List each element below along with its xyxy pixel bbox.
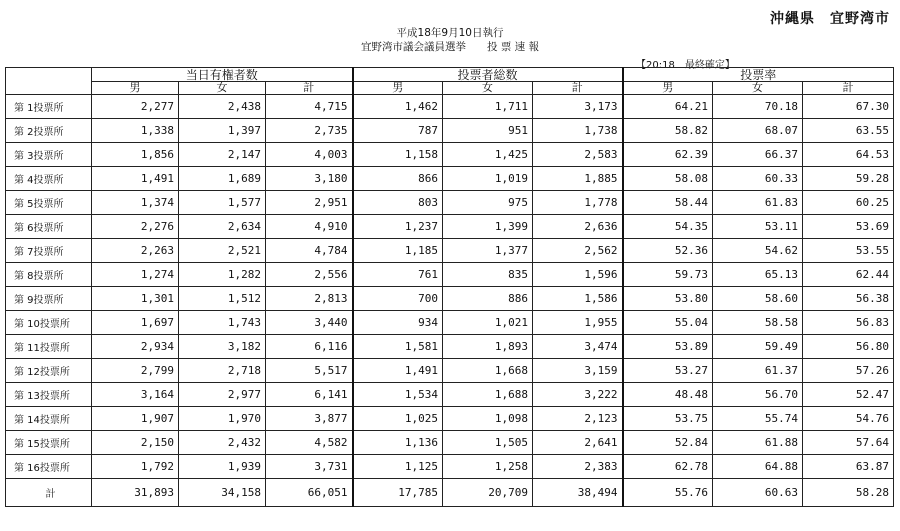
table-cell: 3,474: [533, 335, 623, 359]
polling-station-name: 第 8投票所: [6, 263, 92, 287]
table-cell: 951: [443, 119, 533, 143]
table-cell: 58.44: [623, 191, 713, 215]
table-cell: 66,051: [266, 479, 353, 507]
table-cell: 59.28: [803, 167, 894, 191]
table-cell: 52.36: [623, 239, 713, 263]
table-cell: 886: [443, 287, 533, 311]
table-cell: 2,951: [266, 191, 353, 215]
polling-station-name: 第 13投票所: [6, 383, 92, 407]
table-cell: 2,718: [179, 359, 266, 383]
group-header-voters: 当日有権者数: [92, 68, 353, 82]
sub-header: 男: [92, 82, 179, 95]
corner-cell: [6, 68, 92, 95]
polling-station-name: 第 7投票所: [6, 239, 92, 263]
table-cell: 3,164: [92, 383, 179, 407]
table-cell: 4,003: [266, 143, 353, 167]
table-cell: 787: [353, 119, 443, 143]
polling-station-name: 第 5投票所: [6, 191, 92, 215]
prefecture-city-label: 沖縄県 宜野湾市: [770, 11, 890, 27]
polling-station-name: 第 15投票所: [6, 431, 92, 455]
table-cell: 1,397: [179, 119, 266, 143]
polling-station-name: 第 1投票所: [6, 95, 92, 119]
table-cell: 3,222: [533, 383, 623, 407]
table-cell: 59.73: [623, 263, 713, 287]
table-cell: 1,955: [533, 311, 623, 335]
table-cell: 1,577: [179, 191, 266, 215]
table-cell: 61.37: [713, 359, 803, 383]
table-cell: 6,116: [266, 335, 353, 359]
table-cell: 52.47: [803, 383, 894, 407]
table-cell: 1,856: [92, 143, 179, 167]
sub-header: 計: [533, 82, 623, 95]
polling-station-name: 第 9投票所: [6, 287, 92, 311]
table-cell: 1,778: [533, 191, 623, 215]
table-cell: 20,709: [443, 479, 533, 507]
table-cell: 54.35: [623, 215, 713, 239]
table-row: [6, 215, 894, 239]
table-cell: 60.63: [713, 479, 803, 507]
table-cell: 58.58: [713, 311, 803, 335]
table-cell: 803: [353, 191, 443, 215]
table-cell: 1,125: [353, 455, 443, 479]
sub-header: 計: [266, 82, 353, 95]
table-cell: 1,491: [353, 359, 443, 383]
sub-header-row: [6, 82, 894, 95]
table-cell: 1,792: [92, 455, 179, 479]
table-cell: 68.07: [713, 119, 803, 143]
table-row: [6, 239, 894, 263]
table-row: [6, 359, 894, 383]
table-cell: 2,123: [533, 407, 623, 431]
table-row: [6, 287, 894, 311]
polling-station-name: 第 14投票所: [6, 407, 92, 431]
table-cell: 2,150: [92, 431, 179, 455]
table-row: [6, 431, 894, 455]
report-title: 宜野湾市議会議員選挙 投 票 速 報: [360, 41, 539, 53]
table-cell: 1,505: [443, 431, 533, 455]
sub-header: 男: [353, 82, 443, 95]
table-cell: 1,158: [353, 143, 443, 167]
table-cell: 1,743: [179, 311, 266, 335]
table-cell: 62.44: [803, 263, 894, 287]
table-row: [6, 455, 894, 479]
table-cell: 1,581: [353, 335, 443, 359]
table-cell: 1,258: [443, 455, 533, 479]
table-cell: 1,025: [353, 407, 443, 431]
table-cell: 2,263: [92, 239, 179, 263]
table-cell: 1,301: [92, 287, 179, 311]
table-cell: 70.18: [713, 95, 803, 119]
table-cell: 58.28: [803, 479, 894, 507]
table-cell: 1,534: [353, 383, 443, 407]
table-cell: 3,877: [266, 407, 353, 431]
table-cell: 3,159: [533, 359, 623, 383]
table-cell: 1,338: [92, 119, 179, 143]
polling-station-name: 計: [6, 479, 92, 507]
table-cell: 3,731: [266, 455, 353, 479]
table-cell: 53.55: [803, 239, 894, 263]
table-row: [6, 311, 894, 335]
table-cell: 2,735: [266, 119, 353, 143]
polling-station-name: 第 3投票所: [6, 143, 92, 167]
table-cell: 54.76: [803, 407, 894, 431]
table-cell: 4,715: [266, 95, 353, 119]
table-cell: 55.76: [623, 479, 713, 507]
sub-header: 男: [623, 82, 713, 95]
table-cell: 2,521: [179, 239, 266, 263]
table-cell: 61.83: [713, 191, 803, 215]
table-cell: 1,425: [443, 143, 533, 167]
sub-header: 女: [713, 82, 803, 95]
table-cell: 1,907: [92, 407, 179, 431]
total-row: [6, 479, 894, 507]
table-cell: 1,237: [353, 215, 443, 239]
turnout-table: [5, 67, 894, 507]
table-cell: 63.55: [803, 119, 894, 143]
table-cell: 58.60: [713, 287, 803, 311]
table-cell: 2,277: [92, 95, 179, 119]
table-cell: 60.33: [713, 167, 803, 191]
election-date: 平成18年9月10日執行: [396, 27, 504, 39]
table-cell: 61.88: [713, 431, 803, 455]
table-cell: 2,383: [533, 455, 623, 479]
table-cell: 63.87: [803, 455, 894, 479]
table-cell: 1,274: [92, 263, 179, 287]
table-cell: 56.83: [803, 311, 894, 335]
table-cell: 65.13: [713, 263, 803, 287]
table-cell: 1,738: [533, 119, 623, 143]
table-cell: 700: [353, 287, 443, 311]
table-cell: 1,185: [353, 239, 443, 263]
sub-header: 女: [179, 82, 266, 95]
table-cell: 1,512: [179, 287, 266, 311]
polling-station-name: 第 6投票所: [6, 215, 92, 239]
table-cell: 3,182: [179, 335, 266, 359]
table-cell: 4,582: [266, 431, 353, 455]
table-cell: 2,556: [266, 263, 353, 287]
table-cell: 1,970: [179, 407, 266, 431]
status-label: 【20:18 最終確定】: [636, 60, 735, 71]
polling-station-name: 第 11投票所: [6, 335, 92, 359]
table-row: [6, 95, 894, 119]
table-row: [6, 263, 894, 287]
table-cell: 1,689: [179, 167, 266, 191]
table-cell: 57.26: [803, 359, 894, 383]
table-cell: 53.75: [623, 407, 713, 431]
group-header-row: [6, 68, 894, 82]
table-cell: 56.70: [713, 383, 803, 407]
table-cell: 55.74: [713, 407, 803, 431]
table-cell: 2,634: [179, 215, 266, 239]
table-cell: 1,399: [443, 215, 533, 239]
table-cell: 761: [353, 263, 443, 287]
table-cell: 31,893: [92, 479, 179, 507]
table-cell: 1,282: [179, 263, 266, 287]
sub-header: 女: [443, 82, 533, 95]
table-cell: 1,491: [92, 167, 179, 191]
table-cell: 2,147: [179, 143, 266, 167]
table-cell: 55.04: [623, 311, 713, 335]
table-row: [6, 335, 894, 359]
table-cell: 1,688: [443, 383, 533, 407]
table-cell: 1,893: [443, 335, 533, 359]
table-cell: 62.78: [623, 455, 713, 479]
table-cell: 3,440: [266, 311, 353, 335]
table-cell: 64.88: [713, 455, 803, 479]
table-cell: 1,885: [533, 167, 623, 191]
table-cell: 866: [353, 167, 443, 191]
table-cell: 1,098: [443, 407, 533, 431]
polling-station-name: 第 16投票所: [6, 455, 92, 479]
table-cell: 2,636: [533, 215, 623, 239]
group-header-ballots: 投票者総数: [353, 68, 623, 82]
table-cell: 52.84: [623, 431, 713, 455]
table-cell: 1,586: [533, 287, 623, 311]
table-cell: 2,562: [533, 239, 623, 263]
polling-station-name: 第 4投票所: [6, 167, 92, 191]
table-cell: 3,180: [266, 167, 353, 191]
table-cell: 835: [443, 263, 533, 287]
table-cell: 53.80: [623, 287, 713, 311]
table-cell: 38,494: [533, 479, 623, 507]
table-cell: 1,019: [443, 167, 533, 191]
table-row: [6, 143, 894, 167]
table-cell: 58.08: [623, 167, 713, 191]
table-cell: 1,462: [353, 95, 443, 119]
polling-station-name: 第 2投票所: [6, 119, 92, 143]
polling-station-name: 第 10投票所: [6, 311, 92, 335]
table-cell: 53.89: [623, 335, 713, 359]
table-cell: 2,977: [179, 383, 266, 407]
table-cell: 6,141: [266, 383, 353, 407]
table-cell: 975: [443, 191, 533, 215]
sub-header: 計: [803, 82, 894, 95]
table-row: [6, 119, 894, 143]
table-cell: 53.69: [803, 215, 894, 239]
table-cell: 1,939: [179, 455, 266, 479]
table-cell: 1,377: [443, 239, 533, 263]
table-cell: 57.64: [803, 431, 894, 455]
table-row: [6, 383, 894, 407]
group-header-rate: 投票率: [623, 68, 894, 82]
table-cell: 1,596: [533, 263, 623, 287]
table-cell: 1,021: [443, 311, 533, 335]
table-cell: 17,785: [353, 479, 443, 507]
table-cell: 62.39: [623, 143, 713, 167]
table-cell: 64.21: [623, 95, 713, 119]
table-row: [6, 167, 894, 191]
table-cell: 53.27: [623, 359, 713, 383]
polling-station-name: 第 12投票所: [6, 359, 92, 383]
table-cell: 2,813: [266, 287, 353, 311]
table-cell: 2,276: [92, 215, 179, 239]
table-cell: 53.11: [713, 215, 803, 239]
table-cell: 5,517: [266, 359, 353, 383]
table-cell: 48.48: [623, 383, 713, 407]
table-cell: 2,438: [179, 95, 266, 119]
report-title-block: [0, 26, 900, 54]
table-cell: 56.38: [803, 287, 894, 311]
table-cell: 4,784: [266, 239, 353, 263]
table-cell: 3,173: [533, 95, 623, 119]
table-cell: 67.30: [803, 95, 894, 119]
table-row: [6, 407, 894, 431]
table-cell: 54.62: [713, 239, 803, 263]
table-cell: 2,583: [533, 143, 623, 167]
table-cell: 58.82: [623, 119, 713, 143]
table-cell: 1,374: [92, 191, 179, 215]
table-row: [6, 191, 894, 215]
table-cell: 2,641: [533, 431, 623, 455]
table-cell: 66.37: [713, 143, 803, 167]
table-cell: 59.49: [713, 335, 803, 359]
table-cell: 4,910: [266, 215, 353, 239]
table-cell: 1,711: [443, 95, 533, 119]
table-cell: 2,934: [92, 335, 179, 359]
table-cell: 1,668: [443, 359, 533, 383]
table-cell: 64.53: [803, 143, 894, 167]
table-cell: 934: [353, 311, 443, 335]
table-cell: 56.80: [803, 335, 894, 359]
table-cell: 1,136: [353, 431, 443, 455]
table-cell: 60.25: [803, 191, 894, 215]
table-cell: 2,799: [92, 359, 179, 383]
table-cell: 2,432: [179, 431, 266, 455]
table-cell: 34,158: [179, 479, 266, 507]
table-cell: 1,697: [92, 311, 179, 335]
